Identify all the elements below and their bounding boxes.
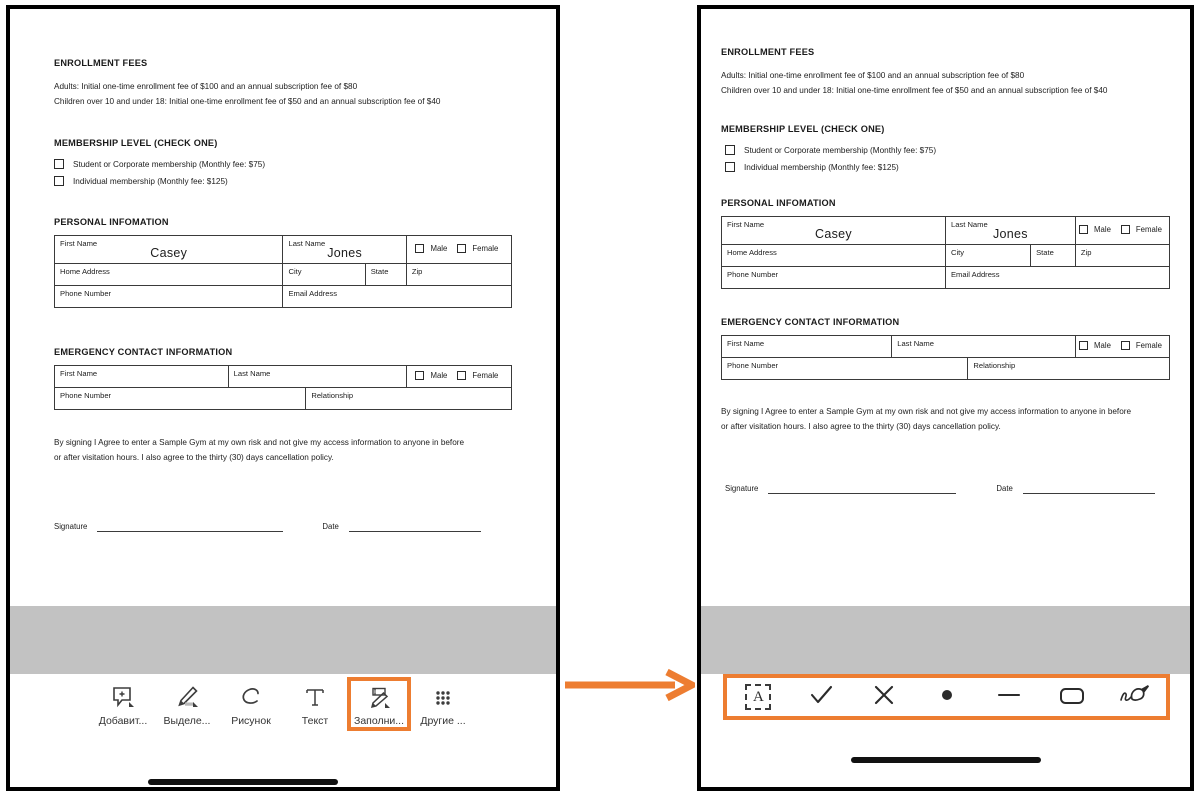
enrollment-line-1: Adults: Initial one-time enrollment fee of $100 and an annual subscription fee of $80: [54, 82, 358, 91]
signature-label: Signature: [54, 522, 88, 531]
cell-emergency-gender[interactable]: [406, 366, 511, 388]
signbar-item-checkmark[interactable]: [790, 678, 853, 716]
checkbox-female-right[interactable]: [1121, 225, 1130, 234]
label-emergency-last-name-right: Last Name: [897, 339, 934, 348]
line-icon: [994, 680, 1024, 715]
agreement-line-1: By signing I Agree to enter a Sample Gym at my own risk and not give my access information to anyone in before: [54, 438, 465, 447]
membership-option-student-label-right: Student or Corporate membership (Monthly fee: $75): [744, 145, 937, 155]
enrollment-fees-heading: ENROLLMENT FEES: [54, 58, 148, 68]
label-first-name: First Name: [60, 239, 98, 248]
membership-option-student[interactable]: [54, 159, 512, 169]
table-row: [722, 245, 1170, 267]
comment-add-icon: [110, 683, 136, 713]
rounded-rectangle-icon: [1056, 680, 1088, 715]
label-phone-number-right: Phone Number: [727, 270, 779, 279]
left-home-indicator[interactable]: [148, 779, 338, 785]
label-first-name-right: First Name: [727, 220, 765, 229]
table-row: [722, 358, 1170, 380]
label-emergency-phone-right: Phone Number: [727, 361, 779, 370]
fill-and-sign-toolbar: [723, 674, 1170, 720]
toolbar-item-text[interactable]: [283, 677, 347, 731]
label-phone-number: Phone Number: [60, 289, 112, 298]
cell-last-name-right[interactable]: [945, 217, 1075, 245]
label-female-right: Female: [1135, 224, 1162, 234]
text-box-glyph: A: [752, 688, 764, 705]
signature-row: [54, 520, 512, 532]
checkbox-student-membership-right[interactable]: [725, 145, 735, 155]
table-row: [722, 217, 1170, 245]
checkbox-male[interactable]: [415, 244, 424, 253]
date-label-right: Date: [996, 484, 1013, 493]
label-email-address-right: Email Address: [950, 270, 1000, 279]
enrollment-fees-heading-right: ENROLLMENT FEES: [721, 47, 815, 57]
checkbox-individual-membership[interactable]: [54, 176, 64, 186]
label-state-right: State: [1036, 248, 1054, 257]
cell-email-address-right[interactable]: [945, 267, 1169, 289]
personal-information-heading-right: PERSONAL INFOMATION: [721, 198, 836, 208]
personal-information-heading: PERSONAL INFOMATION: [54, 217, 169, 227]
label-city-right: City: [950, 248, 965, 257]
membership-option-student-right[interactable]: [725, 145, 1170, 155]
label-male-right: Male: [1094, 224, 1111, 234]
label-emergency-last-name: Last Name: [233, 369, 271, 378]
cell-phone-number-right[interactable]: [722, 267, 946, 289]
cell-emergency-gender-right[interactable]: [1075, 336, 1169, 358]
date-label: Date: [322, 522, 339, 531]
right-document: [701, 9, 1190, 494]
personal-information-table-right: [721, 216, 1170, 289]
cell-home-address[interactable]: [55, 264, 283, 286]
label-last-name: Last Name: [288, 239, 326, 248]
toolbar-item-fill-and-sign[interactable]: [347, 677, 411, 731]
label-emergency-female: Female: [472, 370, 499, 380]
toolbar-item-more-label: Другие ...: [420, 715, 466, 727]
cell-state-right[interactable]: [1031, 245, 1076, 267]
value-last-name-right: Jones: [993, 227, 1028, 241]
toolbar-item-draw[interactable]: [219, 677, 283, 731]
checkbox-individual-membership-right[interactable]: [725, 162, 735, 172]
toolbar-item-highlight[interactable]: [155, 677, 219, 731]
signature-line[interactable]: [97, 520, 283, 532]
cell-emergency-first-name-right[interactable]: [722, 336, 892, 358]
cell-gender[interactable]: [406, 236, 511, 264]
agreement-line-1-right: By signing I Agree to enter a Sample Gym at my own risk and not give my access information to anyone in before: [721, 407, 1132, 416]
fill-and-sign-icon: [366, 683, 392, 713]
left-document: [10, 9, 556, 532]
label-city: City: [288, 267, 302, 276]
label-emergency-male: Male: [430, 370, 448, 380]
emergency-contact-table: [54, 365, 512, 410]
toolbar-item-add-comment-label: Добавит...: [98, 715, 148, 727]
date-line-right[interactable]: [1023, 482, 1155, 494]
emergency-contact-heading-right: EMERGENCY CONTACT INFORMATION: [721, 317, 900, 327]
label-emergency-male-right: Male: [1094, 340, 1111, 350]
label-emergency-first-name-right: First Name: [727, 339, 765, 348]
toolbar-item-highlight-label: Выделе...: [163, 715, 211, 727]
label-male: Male: [430, 243, 448, 253]
cell-emergency-phone[interactable]: [55, 388, 306, 410]
toolbar-item-fill-and-sign-label: Заполни...: [353, 715, 405, 727]
signbar-item-rectangle[interactable]: [1041, 678, 1104, 716]
label-home-address-right: Home Address: [727, 248, 777, 257]
table-row: [55, 264, 512, 286]
label-emergency-phone: Phone Number: [60, 391, 112, 400]
dot-icon: [932, 680, 962, 715]
table-row: [55, 236, 512, 264]
cell-city-right[interactable]: [945, 245, 1030, 267]
cell-relationship-right[interactable]: [968, 358, 1170, 380]
signature-label-right: Signature: [725, 484, 759, 493]
signbar-item-dot[interactable]: [915, 678, 978, 716]
membership-option-individual[interactable]: [54, 176, 512, 186]
table-row: [55, 286, 512, 308]
highlighter-icon: [174, 683, 200, 713]
value-first-name: Casey: [150, 246, 188, 260]
value-last-name: Jones: [327, 246, 363, 260]
table-row: [722, 267, 1170, 289]
membership-option-individual-right[interactable]: [725, 162, 1170, 172]
cell-emergency-last-name-right[interactable]: [892, 336, 1076, 358]
flow-arrow-right: [563, 665, 695, 710]
cell-zip-right[interactable]: [1075, 245, 1169, 267]
membership-level-heading: MEMBERSHIP LEVEL (CHECK ONE): [54, 138, 218, 148]
membership-option-individual-label: Individual membership (Monthly fee: $125): [73, 176, 228, 186]
cell-email-address[interactable]: [283, 286, 512, 308]
table-row: [55, 366, 512, 388]
cell-emergency-last-name[interactable]: [228, 366, 406, 388]
cell-zip[interactable]: [406, 264, 511, 286]
label-emergency-first-name: First Name: [60, 369, 98, 378]
label-zip-right: Zip: [1080, 248, 1092, 257]
cell-emergency-phone-right[interactable]: [722, 358, 968, 380]
text-tool-icon: [302, 683, 328, 713]
label-state: State: [370, 267, 389, 276]
cell-relationship[interactable]: [306, 388, 512, 410]
membership-level-heading-right: MEMBERSHIP LEVEL (CHECK ONE): [721, 124, 885, 134]
checkbox-student-membership[interactable]: [54, 159, 64, 169]
label-emergency-female-right: Female: [1135, 340, 1162, 350]
cell-state[interactable]: [365, 264, 406, 286]
date-line[interactable]: [349, 520, 481, 532]
toolbar-item-add-comment[interactable]: [91, 677, 155, 731]
table-row: [722, 336, 1170, 358]
checkbox-female[interactable]: [457, 244, 466, 253]
cell-first-name-right[interactable]: [722, 217, 946, 245]
signbar-item-text-box[interactable]: [727, 678, 790, 716]
signbar-item-signature[interactable]: [1103, 678, 1166, 716]
label-home-address: Home Address: [60, 267, 110, 276]
agreement-line-2-right: or after visitation hours. I also agree to the thirty (30) days cancellation policy.: [721, 422, 1001, 431]
label-zip: Zip: [411, 267, 423, 276]
agreement-line-2: or after visitation hours. I also agree to the thirty (30) days cancellation policy.: [54, 453, 334, 462]
table-row: [55, 388, 512, 410]
right-home-indicator[interactable]: [851, 757, 1041, 763]
checkbox-emergency-female[interactable]: [457, 371, 466, 380]
more-grid-icon: [430, 683, 456, 713]
membership-option-individual-label-right: Individual membership (Monthly fee: $125): [744, 162, 899, 172]
signbar-item-cross[interactable]: [852, 678, 915, 716]
toolbar-item-more[interactable]: [411, 677, 475, 731]
toolbar-item-text-label: Текст: [301, 715, 329, 727]
checkbox-emergency-male-right[interactable]: [1079, 341, 1088, 350]
enrollment-line-2-right: Children over 10 and under 18: Initial one-time enrollment fee of $50 and an annual subscription fee of $40: [721, 86, 1108, 95]
signature-pen-icon: [1118, 680, 1152, 715]
checkbox-emergency-female-right[interactable]: [1121, 341, 1130, 350]
text-box-icon: [745, 684, 771, 710]
label-last-name-right: Last Name: [950, 220, 988, 229]
emergency-contact-table-right: [721, 335, 1170, 380]
label-relationship: Relationship: [311, 391, 354, 400]
signbar-item-line[interactable]: [978, 678, 1041, 716]
label-relationship-right: Relationship: [973, 361, 1016, 370]
label-email-address: Email Address: [288, 289, 338, 298]
cross-x-icon: [869, 680, 899, 715]
checkbox-male-right[interactable]: [1079, 225, 1088, 234]
annotation-toolbar: [10, 677, 556, 731]
cell-city[interactable]: [283, 264, 365, 286]
left-phone-panel: [6, 5, 560, 791]
checkmark-icon: [806, 680, 836, 715]
signature-row-right: [725, 482, 1170, 494]
enrollment-line-2: Children over 10 and under 18: Initial one-time enrollment fee of $50 and an annual subscription fee of $40: [54, 97, 441, 106]
cell-last-name[interactable]: [283, 236, 406, 264]
left-gray-strip: [10, 606, 556, 674]
cell-home-address-right[interactable]: [722, 245, 946, 267]
value-first-name-right: Casey: [815, 227, 852, 241]
right-phone-panel: [697, 5, 1194, 791]
cell-gender-right[interactable]: [1075, 217, 1169, 245]
signature-line-right[interactable]: [768, 482, 956, 494]
toolbar-item-draw-label: Рисунок: [231, 715, 271, 727]
draw-loop-icon: [238, 683, 264, 713]
emergency-contact-heading: EMERGENCY CONTACT INFORMATION: [54, 347, 233, 357]
membership-option-student-label: Student or Corporate membership (Monthly fee: $75): [73, 159, 266, 169]
label-female: Female: [472, 243, 499, 253]
cell-first-name[interactable]: [55, 236, 283, 264]
checkbox-emergency-male[interactable]: [415, 371, 424, 380]
enrollment-line-1-right: Adults: Initial one-time enrollment fee of $100 and an annual subscription fee of $80: [721, 71, 1025, 80]
personal-information-table: [54, 235, 512, 308]
cell-phone-number[interactable]: [55, 286, 283, 308]
right-gray-strip: [701, 606, 1190, 674]
cell-emergency-first-name[interactable]: [55, 366, 229, 388]
